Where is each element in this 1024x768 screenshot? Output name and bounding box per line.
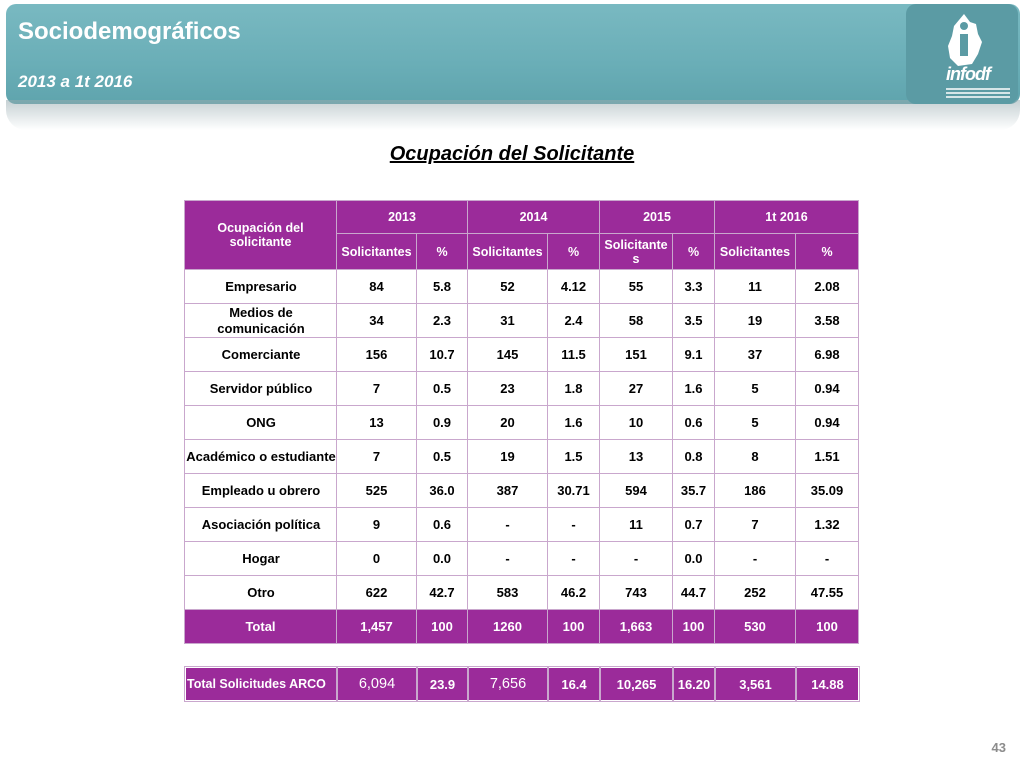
table-cell: 20 — [468, 406, 548, 440]
table-cell: - — [796, 542, 859, 576]
table-row — [185, 542, 859, 576]
table-cell: 35.7 — [673, 474, 715, 508]
table-cell: 84 — [337, 270, 417, 304]
year-header: 2015 — [600, 201, 715, 234]
table-cell: 44.7 — [673, 576, 715, 610]
table-cell: - — [548, 508, 600, 542]
slide-title: Sociodemográficos — [18, 18, 241, 45]
table-cell: 58 — [600, 304, 673, 338]
row-label: Académico o estudiante — [185, 440, 337, 474]
table-cell: 9.1 — [673, 338, 715, 372]
table-cell: 0.94 — [796, 406, 859, 440]
table-cell: 0.7 — [673, 508, 715, 542]
table-cell: 7 — [715, 508, 796, 542]
table-cell: 37 — [715, 338, 796, 372]
arco-cell: 14.88 — [796, 667, 859, 701]
table-cell: - — [468, 542, 548, 576]
row-label: Servidor público — [185, 372, 337, 406]
total-cell: 530 — [715, 610, 796, 644]
row-label: Empleado u obrero — [185, 474, 337, 508]
table-cell: 252 — [715, 576, 796, 610]
table-row — [185, 576, 859, 610]
table-cell: 186 — [715, 474, 796, 508]
table-cell: 19 — [468, 440, 548, 474]
table-cell: 151 — [600, 338, 673, 372]
arco-cell: 10,265 — [600, 667, 673, 701]
table-cell: 1.32 — [796, 508, 859, 542]
table-cell: 47.55 — [796, 576, 859, 610]
logo-tagline — [946, 88, 1010, 100]
table-cell: 525 — [337, 474, 417, 508]
sub-header: Solicitante s — [600, 234, 673, 270]
arco-table — [184, 666, 860, 702]
row-label: Otro — [185, 576, 337, 610]
table-cell: 8 — [715, 440, 796, 474]
table-cell: 34 — [337, 304, 417, 338]
sub-header: Solicitantes — [715, 234, 796, 270]
total-label: Total — [185, 610, 337, 644]
year-header: 1t 2016 — [715, 201, 859, 234]
table-cell: 156 — [337, 338, 417, 372]
arco-cell: 16.4 — [548, 667, 600, 701]
table-cell: 10.7 — [417, 338, 468, 372]
table-row — [185, 440, 859, 474]
table-cell: 31 — [468, 304, 548, 338]
table-cell: 0.9 — [417, 406, 468, 440]
table-cell: 7 — [337, 372, 417, 406]
year-header: 2013 — [337, 201, 468, 234]
sub-header: % — [417, 234, 468, 270]
table-row — [185, 372, 859, 406]
infodf-logo — [906, 4, 1018, 104]
table-cell: 0.5 — [417, 440, 468, 474]
table-cell: - — [600, 542, 673, 576]
table-cell: 5 — [715, 406, 796, 440]
table-cell: 0.94 — [796, 372, 859, 406]
table-cell: 0 — [337, 542, 417, 576]
table-cell: 35.09 — [796, 474, 859, 508]
table-cell: 1.6 — [548, 406, 600, 440]
sub-header: % — [796, 234, 859, 270]
table-cell: 3.5 — [673, 304, 715, 338]
row-label: Medios de comunicación — [185, 304, 337, 338]
slide-subtitle: 2013 a 1t 2016 — [18, 72, 133, 91]
table-cell: 11 — [600, 508, 673, 542]
table-cell: 0.6 — [417, 508, 468, 542]
table-cell: 27 — [600, 372, 673, 406]
table-cell: 55 — [600, 270, 673, 304]
total-cell: 100 — [796, 610, 859, 644]
corner-header: Ocupación del solicitante — [185, 201, 337, 270]
table-cell: 387 — [468, 474, 548, 508]
arco-cell: 23.9 — [417, 667, 468, 701]
table-cell: 594 — [600, 474, 673, 508]
table-cell: 1.5 — [548, 440, 600, 474]
total-cell: 100 — [548, 610, 600, 644]
total-cell: 1260 — [468, 610, 548, 644]
table-cell: 0.0 — [417, 542, 468, 576]
table-cell: 2.08 — [796, 270, 859, 304]
arco-label: Total Solicitudes ARCO — [185, 667, 337, 701]
table-row — [185, 304, 859, 338]
table-cell: 4.12 — [548, 270, 600, 304]
table-cell: 11 — [715, 270, 796, 304]
page-number: 43 — [991, 740, 1006, 755]
sub-header: Solicitantes — [468, 234, 548, 270]
table-cell: 1.8 — [548, 372, 600, 406]
table-cell: 10 — [600, 406, 673, 440]
table-cell: 52 — [468, 270, 548, 304]
table-cell: 42.7 — [417, 576, 468, 610]
occupation-table — [184, 200, 859, 644]
arco-cell: 7,656 — [468, 667, 548, 701]
table-row — [185, 270, 859, 304]
table-cell: - — [548, 542, 600, 576]
table-cell: 13 — [337, 406, 417, 440]
table-row — [185, 474, 859, 508]
table-cell: 5 — [715, 372, 796, 406]
table-cell: 1.6 — [673, 372, 715, 406]
total-row — [185, 610, 859, 644]
total-cell: 100 — [417, 610, 468, 644]
table-cell: 36.0 — [417, 474, 468, 508]
row-label: Hogar — [185, 542, 337, 576]
table-cell: - — [715, 542, 796, 576]
table-row — [185, 508, 859, 542]
table-cell: 5.8 — [417, 270, 468, 304]
table-cell: 6.98 — [796, 338, 859, 372]
table-cell: 13 — [600, 440, 673, 474]
table-cell: 7 — [337, 440, 417, 474]
table-cell: 9 — [337, 508, 417, 542]
total-cell: 1,663 — [600, 610, 673, 644]
sub-header: Solicitantes — [337, 234, 417, 270]
table-cell: 743 — [600, 576, 673, 610]
table-cell: 0.5 — [417, 372, 468, 406]
row-label: Empresario — [185, 270, 337, 304]
row-label: Comerciante — [185, 338, 337, 372]
table-cell: 622 — [337, 576, 417, 610]
arco-cell: 3,561 — [715, 667, 796, 701]
arco-cell: 6,094 — [337, 667, 417, 701]
table-cell: 0.0 — [673, 542, 715, 576]
total-cell: 100 — [673, 610, 715, 644]
table-cell: 3.58 — [796, 304, 859, 338]
logo-text: infodf — [946, 64, 990, 84]
table-cell: 145 — [468, 338, 548, 372]
table-cell: 30.71 — [548, 474, 600, 508]
year-header: 2014 — [468, 201, 600, 234]
total-cell: 1,457 — [337, 610, 417, 644]
table-cell: 23 — [468, 372, 548, 406]
table-cell: - — [468, 508, 548, 542]
row-label: Asociación política — [185, 508, 337, 542]
arco-cell: 16.20 — [673, 667, 715, 701]
table-cell: 583 — [468, 576, 548, 610]
table-cell: 46.2 — [548, 576, 600, 610]
sub-header: % — [548, 234, 600, 270]
table-cell: 19 — [715, 304, 796, 338]
table-cell: 1.51 — [796, 440, 859, 474]
table-cell: 11.5 — [548, 338, 600, 372]
table-cell: 0.6 — [673, 406, 715, 440]
sub-header: % — [673, 234, 715, 270]
arco-row — [185, 667, 859, 701]
header-shadow — [6, 100, 1020, 130]
table-cell: 2.4 — [548, 304, 600, 338]
table-row — [185, 406, 859, 440]
logo-emblem-icon — [944, 12, 984, 68]
table-cell: 2.3 — [417, 304, 468, 338]
section-title: Ocupación del Solicitante — [389, 143, 635, 165]
table-cell: 0.8 — [673, 440, 715, 474]
table-cell: 3.3 — [673, 270, 715, 304]
row-label: ONG — [185, 406, 337, 440]
table-row — [185, 338, 859, 372]
